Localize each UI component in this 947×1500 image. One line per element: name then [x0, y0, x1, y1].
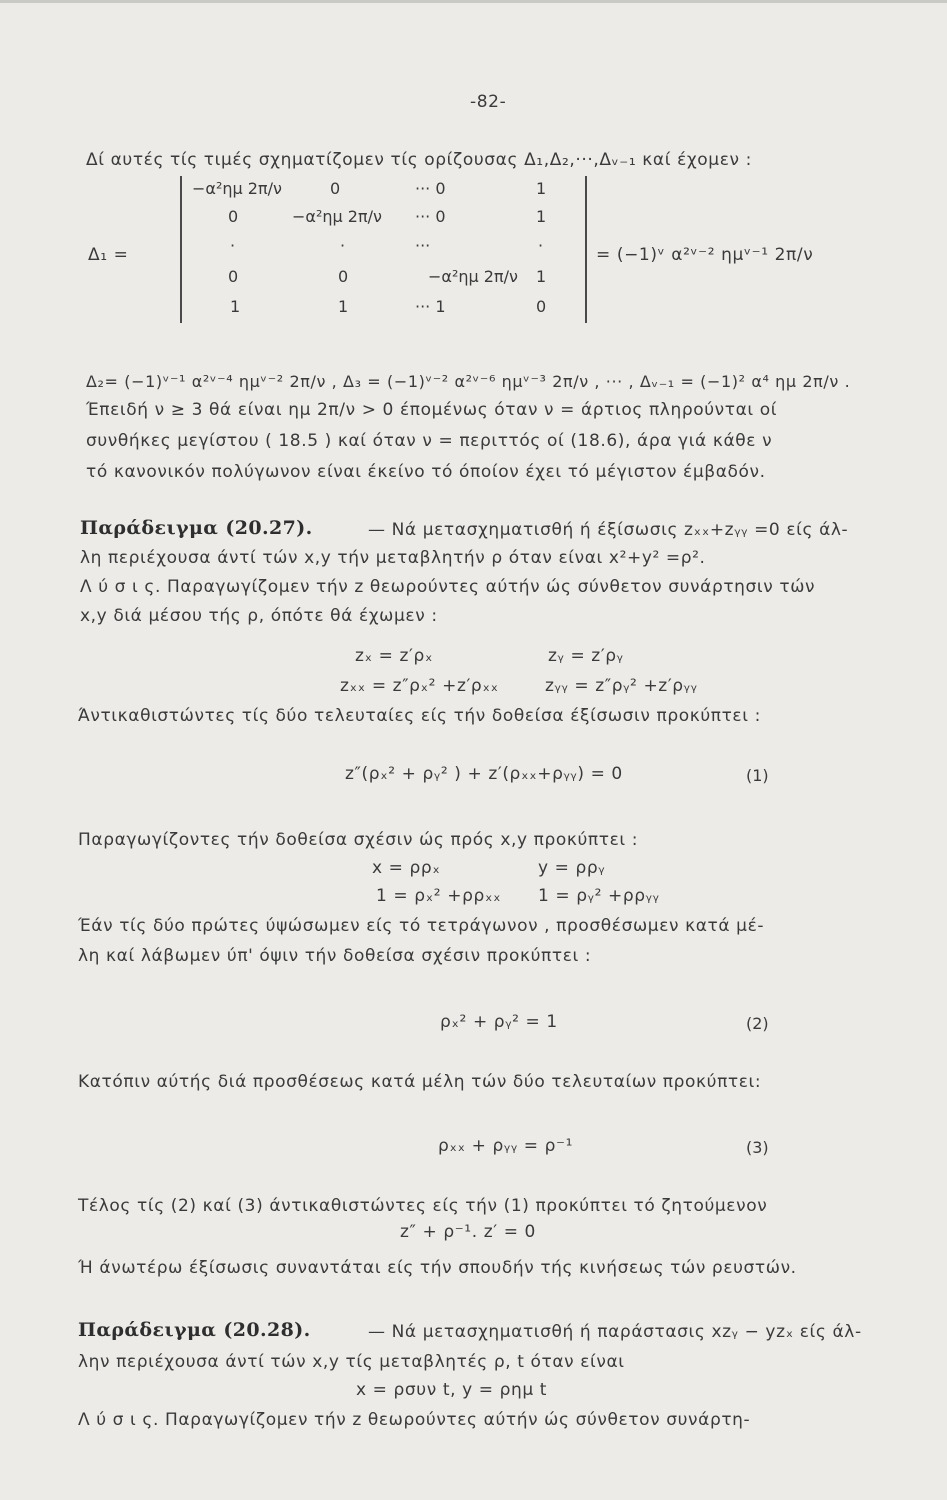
det-cell: −α²ημ 2π/ν — [192, 179, 282, 198]
text-line: Λ ύ σ ι ς. Παραγωγίζομεν τήν z θεωρούντες αύτήν ώς σύνθετον συνάρτη- — [78, 1410, 751, 1430]
equation: z″ + ρ⁻¹. z′ = 0 — [400, 1222, 536, 1242]
equation-number: (3) — [746, 1138, 769, 1157]
equation: zₓ = z′ρₓ — [355, 646, 434, 666]
equation: 1 = ρₓ² +ρρₓₓ — [376, 886, 502, 906]
equation: y = ρρᵧ — [538, 858, 606, 878]
determinant-result: = (−1)ᵛ α²ᵛ⁻² ημᵛ⁻¹ 2π/ν — [596, 245, 814, 265]
equation-3: ρₓₓ + ρᵧᵧ = ρ⁻¹ — [438, 1136, 574, 1156]
equation: x = ρσυν t, y = ρημ t — [356, 1380, 548, 1400]
equation-number: (1) — [746, 766, 769, 785]
minors-line: Δ₂= (−1)ᵛ⁻¹ α²ᵛ⁻⁴ ημᵛ⁻² 2π/ν , Δ₃ = (−1)ᵛ⁻² α²ᵛ⁻⁶ ημᵛ⁻³ 2π/ν , ··· , Δᵥ₋₁ = (−1)² α⁴ ημ 2π/ν . — [86, 372, 851, 391]
text-line: λη περιέχουσα άντί τών x,y τήν μεταβλητήν ρ όταν είναι x²+y² =ρ². — [80, 548, 706, 568]
det-cell: 1 — [230, 297, 241, 316]
det-cell: ··· 0 — [415, 207, 446, 226]
equation-number: (2) — [746, 1014, 769, 1033]
example-title: Παράδειγμα (20.28). — [78, 1319, 311, 1341]
intro-line: Δί αυτές τίς τιμές σχηματίζομεν τίς ορίζουσας Δ₁,Δ₂,···,Δᵥ₋₁ καί έχομεν : — [86, 150, 752, 170]
equation: zₓₓ = z″ρₓ² +z′ρₓₓ — [340, 676, 499, 696]
det-cell: 0 — [228, 207, 239, 226]
example-title: Παράδειγμα (20.27). — [80, 517, 313, 539]
equation-2: ρₓ² + ρᵧ² = 1 — [440, 1012, 558, 1032]
text-line: συνθήκες μεγίστου ( 18.5 ) καί όταν ν = περιττός οί (18.6), άρα γιά κάθε ν — [86, 431, 773, 451]
text-line: x,y διά μέσου τής ρ, όπότε θά έχωμεν : — [80, 606, 438, 626]
det-cell: 0 — [228, 267, 239, 286]
text-line: Ή άνωτέρω έξίσωσις συναντάται είς τήν σπουδήν τής κινήσεως τών ρευστών. — [78, 1258, 797, 1278]
equation: 1 = ρᵧ² +ρρᵧᵧ — [538, 886, 660, 906]
det-cell: 1 — [536, 207, 547, 226]
text-line: Έάν τίς δύο πρώτες ύψώσωμεν είς τό τετράγωνον , προσθέσωμεν κατά μέ- — [78, 916, 765, 936]
det-cell: 1 — [338, 297, 349, 316]
equation: zᵧᵧ = z″ρᵧ² +z′ρᵧᵧ — [545, 676, 698, 696]
det-cell: 1 — [536, 179, 547, 198]
text-line: Τέλος τίς (2) καί (3) άντικαθιστώντες είς τήν (1) προκύπτει τό ζητούμενον — [78, 1196, 768, 1216]
det-cell: ··· 0 — [415, 179, 446, 198]
equation: x = ρρₓ — [372, 858, 441, 878]
page-number: -82- — [470, 92, 507, 112]
det-cell: 0 — [536, 297, 547, 316]
det-cell: 0 — [338, 267, 349, 286]
equation-1: z″(ρₓ² + ρᵧ² ) + z′(ρₓₓ+ρᵧᵧ) = 0 — [345, 764, 623, 784]
determinant-label: Δ₁ = — [88, 245, 129, 265]
det-cell: · — [230, 236, 236, 255]
example-statement: — Νά μετασχηματισθή ή έξίσωσις zₓₓ+zᵧᵧ =0 είς άλ- — [368, 520, 849, 540]
det-cell: −α²ημ 2π/ν — [292, 207, 382, 226]
determinant-left-bar — [180, 176, 182, 323]
determinant-right-bar — [585, 176, 587, 323]
det-cell: 1 — [536, 267, 547, 286]
det-cell: · — [340, 236, 346, 255]
det-cell: ··· — [415, 236, 431, 255]
page-top-edge — [0, 0, 947, 3]
text-line: Κατόπιν αύτής διά προσθέσεως κατά μέλη τών δύο τελευταίων προκύπτει: — [78, 1072, 762, 1092]
det-cell: ··· 1 — [415, 297, 446, 316]
text-line: τό κανονικόν πολύγωνον είναι έκείνο τό όποίον έχει τό μέγιστον έμβαδόν. — [86, 462, 766, 482]
equation: zᵧ = z′ρᵧ — [548, 646, 624, 666]
text-line: Έπειδή ν ≥ 3 θά είναι ημ 2π/ν > 0 έπομένως όταν ν = άρτιος πληρούνται οί — [86, 400, 778, 420]
text-line: Λ ύ σ ι ς. Παραγωγίζομεν τήν z θεωρούντες αύτήν ώς σύνθετον συνάρτησιν τών — [80, 577, 816, 597]
det-cell: −α²ημ 2π/ν — [428, 267, 518, 286]
text-line: λην περιέχουσα άντί τών x,y τίς μεταβλητές ρ, t όταν είναι — [78, 1352, 625, 1372]
example-statement: — Νά μετασχηματισθή ή παράστασις xzᵧ − yzₓ είς άλ- — [368, 1322, 862, 1342]
text-line: λη καί λάβωμεν ύπ' όψιν τήν δοθείσα σχέσιν προκύπτει : — [78, 946, 592, 966]
det-cell: 0 — [330, 179, 341, 198]
text-line: Παραγωγίζοντες τήν δοθείσα σχέσιν ώς πρός x,y προκύπτει : — [78, 830, 639, 850]
det-cell: · — [538, 236, 544, 255]
text-line: Άντικαθιστώντες τίς δύο τελευταίες είς τήν δοθείσα έξίσωσιν προκύπτει : — [78, 706, 761, 726]
